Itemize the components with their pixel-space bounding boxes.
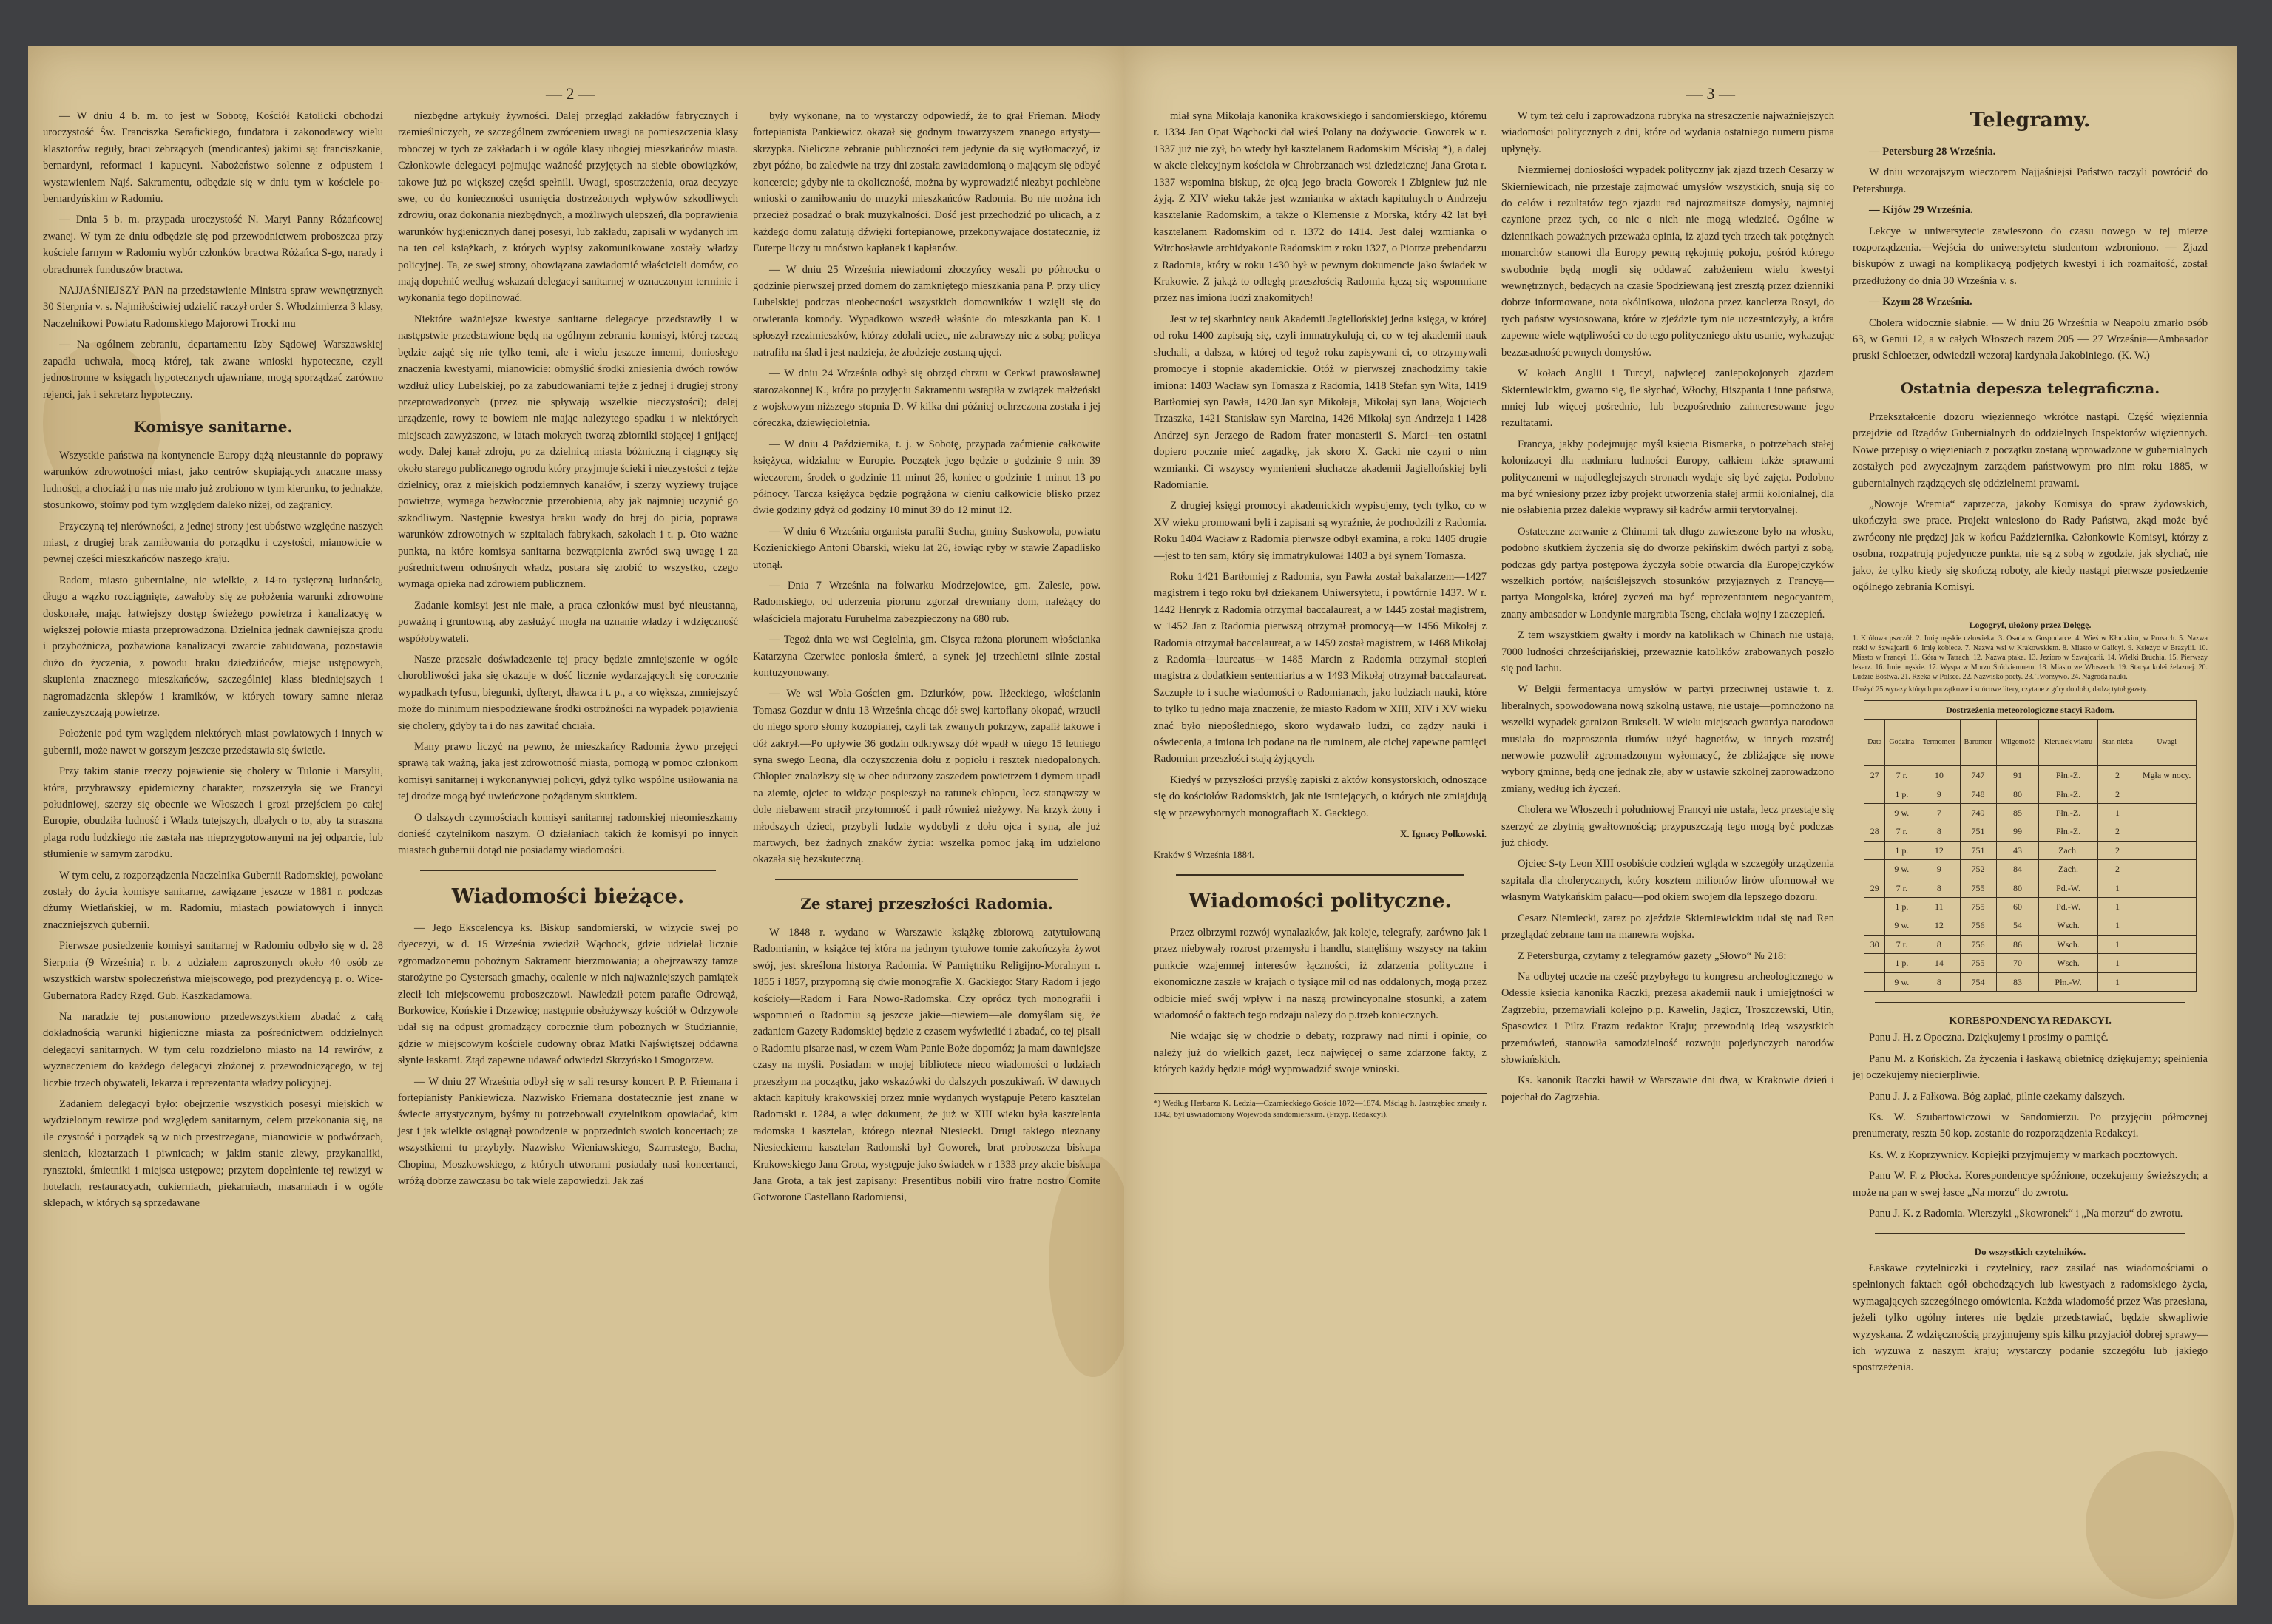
news-item: — Jego Ekscelencya ks. Biskup sandomierski, w wizycie swej po dyecezyi, w d. 15 Września zwiedził Wąchock, gdzie udzielał licznie zgromadzonemu pobożnym Sakrament bierzmowania; a obejrzawszy tamże starożytne po Cystersach gmachy, ocalenie w nich najważniejszych pamiątek zlecił ich miejscowemu proboszczowi. Nawiedził potem parafie Odrowąż, Borkowice, Końskie i Drzewicę; następnie obsłużywszy kościół w Odrzywole udał się na odpust gromadzący corocznie tłum pobożnych w Studziannie, gdzie w miejscowym kościele cudowny obraz Matki Najświętszej oddawna słynie łaskami. Ztąd zapewne udawać odwiedzi Skrzyńsko i Smogorzew. xyxy=(398,921,738,1067)
article-paragraph: Radom, miasto gubernialne, nie wielkie, z 14-to tysięczną ludnością, długo a wązko rozciągnięte, zawałoby się ze położenia warunki zdrowotne doskonałe, mając łatwiejszy dostęp świeżego powietrza i kanalizacyę w większej połowie miasta przeprowadzoną. Dzielnica jednak dawniejsza grodu i przybożnicza, pozbawiona kanalizacyi zwarcie zabudowana, pozostawia dużo do życzenia, z powodu braku dziedzińców, miejsc ustępowych, skupienia znacznego mieszkańców, szczególniej klass biedniejszych i nagromadzenia sklepów i kramików, w których towary samne nieraz zanieczyszczają powietrze. xyxy=(43,574,383,719)
meteo-header: Uwagi xyxy=(2137,720,2197,766)
correspondence-item: Panu J. H. z Opoczna. Dziękujemy i prosimy o pamięć. xyxy=(1869,1032,2109,1044)
meteo-cell-k: Wsch. xyxy=(2039,954,2097,972)
news-item: — We wsi Wola-Gościen gm. Dziurków, pow. Iłżeckiego, włościanin Tomasz Gozdur w dniu 13 Września chcąc dół swej kartoflany okopać, wrzucił do niego sporo słomy kozopianej, czyli tak zwanych pokrzyw, zapalił takowe i dół zakrył.—Po upływie 36 godzin odkrywszy dół wpadł w niego 15 letniego syna swego Leona, dla oczyszczenia dołu z popiołu i resztek niedopalonych. Chłopiec znalazłszy się w obec odurzony zaszedem powietrzem i dymem upadł na ziemię, ojciec to widząc pospieszył na ratunek chłopcu, lecz stanąwszy w dole niebawem stracił przytomność i padł również nieżywy. Na krzyk żony i młodszych dzieci, przybyli ludzie wydobyli z dołu ojca i syna, ale już martwych, bez żadnych znaków życia: wszelka pomoc jaką im udzielono okazała się bezskuteczną. xyxy=(753,688,1100,866)
logogryf-title: Logogryf, ułożony przez Dołęgę. xyxy=(1969,620,2092,631)
meteo-cell-s: 1 xyxy=(2097,898,2137,916)
meteo-cell-day: 29 xyxy=(1864,879,1885,897)
column-left-3 xyxy=(753,108,1100,1211)
news-item: — W dniu 4 b. m. to jest w Sobotę, Kościół Katolicki obchodzi uroczystość Św. Franciszka Serafickiego, fundatora i zakonodawcy wielu klasztorów reguły, braci żebrzących (mendicantes) jakimi są: franciszkanie, bernardyni, reformaci i kapucyni. Nabożeństwo solenne z odpustem i wystawieniem Najś. Sakramentu, odbędzie się w dniu tym w kościele po-bernardyńskim w Radomiu. xyxy=(43,110,383,206)
column-right-1 xyxy=(1154,108,1487,1120)
article-paragraph: Nasze przeszłe doświadczenie tej pracy będzie zmniejszenie w ogóle chorobliwości jaka się okazuje w dość licznie wydarzających się corocznie wypadkach tyfusu, biegunki, dyfteryt, dławca i t. p., a co większa, zmniejszyć może do minimum niespodziewane środki ostrożności na wypadek pojawienia się cholery, gdyby ta i do nas zawitać chciała. xyxy=(398,654,738,732)
news-item: były wykonane, na to wystarczy odpowiedź, że to grał Frieman. Młody fortepianista Pankiewicz okazał się godnym towarzyszem znanego artysty—skrzypka. Nieliczne zebranie publiczności tem jedynie da się wytłomaczyć, iż zbyt późno, bo zaledwie na trzy dni została zawiadomioną o mającym się odbyć koncercie; gdyby nie ta okoliczność, można by wyprowadzić niezbyt pochlebne wnioski o zamiłowaniu do muzyki mieszkańców Radomia. Bo nie można ich przecież posądzać o brak muzykalności. Dość jest przechodzić po ulicach, a z każdego domu zalatują dźwięki fortepianowe, przekonywające dostatecznie, iż Euterpe liczy tu mnóstwo kapłanek i kapłanów. xyxy=(753,110,1100,255)
meteo-cell-t: 10 xyxy=(1918,766,1960,785)
meteo-cell-t: 14 xyxy=(1918,954,1960,972)
meteo-cell-time: 9 w. xyxy=(1885,916,1918,935)
news-item: Z tem wszystkiem gwałty i mordy na katolikach w Chinach nie ustają, 7000 ludności chrześcijańskiej, przewaznie katolików zrabowanych poszło się pod Iachu. xyxy=(1501,629,1834,674)
article-paragraph: Położenie pod tym względem niektórych miast powiatowych i innych w gubernii, może nawet w gorszym jeszcze przedstawia się świetle. xyxy=(43,728,383,757)
article-paragraph: Many prawo liczyć na pewno, że mieszkańcy Radomia żywo przejęci sprawą tak ważną, jaką jest zdrowotność miasta, pomogą w pomoc członkom komisyi sanitarnej i wykonanywiej policyi, gdyż tylko wspólne usiłowania na tej drodze mogą być uwieńczone pożądanym skutkiem. xyxy=(398,741,738,803)
meteo-cell-b: 749 xyxy=(1960,803,1996,822)
article-paragraph: O dalszych czynnościach komisyi sanitarnej radomskiej nieomieszkamy donieść czytelnikom naszym. O działaniach takich że komisyi po innych miastach gubernii dotąd nie posiadamy wiadomości. xyxy=(398,811,738,857)
meteo-cell-b: 752 xyxy=(1960,860,1996,879)
column-right-2 xyxy=(1501,108,1834,1110)
meteo-cell-w: 54 xyxy=(1996,916,2039,935)
article-paragraph: Jest w tej skarbnicy nauk Akademii Jagiellońskiej jedna księga, w której od roku 1400 zapisują się, czyli immatrykulują ci, co w tej akademii nauk słuchali, a dalsza, w której od tegoż roku zapisywani ci, co otrzymywali promocye i stopnie akademickie. Otóż w pierwszej znachodzimy takie imiona: 1403 Wacław syn Tomasza z Radomia, 1418 Stefan syn Wita, 1419 Bartłomiej syn Pawła, 1420 Jan syn Mikołaja, Mikołaj syn Jana, Wojciech Trzaszka, 1421 Stanisław syn Marcina, 1426 Mikołaj syn Andrzeja i 1428 Andrzej syn Jerzego de Radom frater monasterii S. Marci—ten ostatni dopiero pocznie mieć zagadkę, jak skoro X. Gacki nie czyni o nim wzmianki. Ci wszyscy wymienieni słuchacze akademii Jagiellońskiej byli Radomianie. xyxy=(1154,313,1487,491)
meteo-cell-b: 755 xyxy=(1960,898,1996,916)
news-item: — W dniu 4 Października, t. j. w Sobotę, przypada zaćmienie całkowite księżyca, widzialne w Europie. Początek jego będzie o godzinie 9 min 39 wieczorem, środek o godzinie 11 minut 26, koniec o godzinie 1 minut 13 po północy. Tarcza księżyca będzie pogrążona w cieniu całkowicie blisko przez dwie godziny gdyż od godziny 10 minut 39 do 12 minut 12. xyxy=(753,438,1100,517)
meteo-cell-day: 27 xyxy=(1864,766,1885,785)
meteo-header: Wilgotność xyxy=(1996,720,2039,766)
telegram-place: — Petersburg 28 Września. xyxy=(1869,146,1996,158)
meteo-cell-k: Wsch. xyxy=(2039,916,2097,935)
meteo-cell-k: Płn.-Z. xyxy=(2039,785,2097,803)
meteo-header: Kierunek wiatru xyxy=(2039,720,2097,766)
news-item: Z Petersburga, czytamy z telegramów gazety „Słowo“ № 218: xyxy=(1518,950,1787,962)
article-paragraph: Niektóre ważniejsze kwestye sanitarne delegacye przedstawiły i w następstwie przedstawione będą na ogólnym zebraniu komisyi, której rzeczą będzie zająć się nie tylko temi, ale i wielu jeszcze innemi, doniosłego znaczenia kwestyami, mianowicie: obmyślić środki zniesienia dwóch rowów wzdłuż ulicy Lubelskiej, po za zabudowaniami tejże z jednej i drugiej strony przeprowadzonych (przez nie spływają wszelkie nieczystości); dalej urządzenie, rowy te bowiem nie mając należytego spadku i w niektórych miejscach zawyższone, w latach mokrych tworzą zbiorniki stojącej i gnijącej wody. Dalej kanał zdroju, po za dzielnicą miasta bóżniczną i ciągnący się około starego publicznego ogrodu który przyjmuje ścieki i nieczystości z tejże dzielnicy, oraz z miejskich podziemnych kanałów, i szerzy wyziewy trujące powietrze, wymaga bezwłocznie przerobienia, aby jak najmniej uczynić go szkodliwym. Następnie kwestya braku wody do brej do picia, poprawa warunków zdrowotnych w szpitalach fabrykach, szkołach i t. p. Oto ważne punkta, na które komisya sanitarna bezwątpienia zwróci swą uwagę i za pośrednictwem odnośnych władz, postara się zrobić to wszystko, czego wymaga opieka nad zdrowiem publicznem. xyxy=(398,313,738,591)
meteo-cell-time: 7 r. xyxy=(1885,822,1918,841)
meteo-cell-w: 80 xyxy=(1996,785,2039,803)
meteo-cell-b: 751 xyxy=(1960,841,1996,859)
meteo-table-body xyxy=(1864,766,2197,992)
meteo-cell-s: 1 xyxy=(2097,972,2137,991)
correspondence-item: Ks. W. z Koprzywnicy. Kopiejki przyjmujemy w markach pocztowych. xyxy=(1869,1148,2178,1161)
meteo-header: Termometr xyxy=(1918,720,1960,766)
meteo-cell-w: 86 xyxy=(1996,935,2039,953)
column-left-1 xyxy=(43,108,383,1217)
news-item: — W dniu 6 Września organista parafii Sucha, gminy Suskowola, powiatu Kozienickiego Antoni Obarski, wieku lat 26, łowiąc ryby w stawie Zapadlisko utonął. xyxy=(753,525,1100,571)
news-item: Cesarz Niemiecki, zaraz po zjeździe Skierniewickim udał się nad Ren przeglądać zebrane tam na manewra wojska. xyxy=(1501,912,1834,941)
news-item: Niezmiernej doniosłości wypadek polityczny jak zjazd trzech Cesarzy w Skierniewicach, nie przestaje zajmować umysłów wszystkich, snują się co do celów i rezultatów tego zjazdu rad najrozmaitsze domysły, najmniej czynione przez tych, co nic o nich nie mogą wiedzieć. Ogólne w dziennikach poważnych przeważa opinia, iż zjazd tych trzech tak potężnych monarchów stanowi dla Europy pewną rękojmię pokoju, pośród którego swobodnie będą mogli się oddawać założeniem wielu kwestyi wewnętrznych, będących na czasie Spodziewaną jest zresztą przez dzienniki dobrze informowane, nota okólnikowa, ułożona przez kanclerza Rosyi, do tych państw wystosowana, które w zjeździe tym nie uczestniczyły, a która zapewne wiele wątpliwości co do tego polityczniego aktu usunie, wykazując bezzasadność pewnych domysłów. xyxy=(1501,164,1834,359)
column-right-3 xyxy=(1853,108,2208,1381)
meteo-cell-t: 11 xyxy=(1918,898,1960,916)
article-paragraph: Przez olbrzymi rozwój wynalazków, jak koleje, telegrafy, zarówno jak i przez niebywały rozrost przemysłu i handlu, stanęliśmy wszyscy na takim punkcie wzajemnej interesów łączności, iż zdarzenia polityczne i ekonomiczne zaszłe w krajach o tysiące mil od nas oddalonych, mogą przez odbicie mieć swój wpływ i na naszą prowincyonalne stosunki, a zatem wiadomość o faktach tego rodzaju należy do p.trzeb koniecznych. xyxy=(1154,926,1487,1021)
meteo-cell-k: Zach. xyxy=(2039,860,2097,879)
meteo-cell-day xyxy=(1864,841,1885,859)
news-item: Ostateczne zerwanie z Chinami tak długo zawieszone było na włosku, podobno skutkiem życzenia się do dworze pekińskim dwóch partyi z sobą, podczas gdy partya postępowa życzyła sobie otwarcia dla Europejczyków wszelkich portów, najściślejszych stosunków przyjaznych z Francyą—partya Mongolska, której życzeń ma być reprezentantem negocyantem, znany ambasador w Londynie margrabia Tseng, chciała wojny i zaczepień. xyxy=(1501,525,1834,620)
meteo-row xyxy=(1864,822,2197,841)
meteo-cell-time: 9 w. xyxy=(1885,860,1918,879)
meteo-cell-w: 99 xyxy=(1996,822,2039,841)
meteo-cell-day xyxy=(1864,972,1885,991)
meteo-row xyxy=(1864,935,2197,953)
meteo-cell-b: 756 xyxy=(1960,935,1996,953)
meteo-cell-w: 70 xyxy=(1996,954,2039,972)
meteo-cell-t: 9 xyxy=(1918,785,1960,803)
meteo-cell-s: 1 xyxy=(2097,879,2137,897)
news-item: W tym też celu i zaprowadzona rubryka na streszczenie najważniejszych wiadomości politycznych z dni, które od wydania ostatniego numeru pisma upłynęły. xyxy=(1501,110,1834,155)
dateline: Kraków 9 Września 1884. xyxy=(1154,849,1254,861)
article-paragraph: miał syna Mikołaja kanonika krakowskiego i sandomierskiego, któremu r. 1334 Jan Opat Wąchocki dał wieś Polany na doźywocie. Goworek w r. 1337 już nie żył, bo wtedy był kasztelanem Radomskim Mścisłaj *), a dalej w akcie elekcyjnym kościoła w Chrobrzanach wsi dziedzicznej Jana Grota r. 1337 wspomina biskup, że ojcą jego bracia Goworek i Zbigniew już nie żyją. Z XIV wieku także jest wzmianka w aktach kapitulnych o Andrzeju kasztelanie Radomskim, a także o Klemensie z Morska, który 42 lat był kasztelanem Radomskim od r. 1372 do 1414. Jest dalej wzmianka o Wirchosławie archidyakonie Radomskim z roku 1327, o Piotrze prebendarzu z Radomia, który w roku 1430 był w pewnym dokumencie jako świadek w Krakowie. Z jakąż to odległą przeszłością Radomia łączą się wspomniane przez nas imiona ludzi znakomitych! xyxy=(1154,110,1487,305)
telegram-place: — Kzym 28 Września. xyxy=(1869,296,1972,308)
meteo-cell-s: 2 xyxy=(2097,860,2137,879)
meteo-cell-time: 9 w. xyxy=(1885,972,1918,991)
meteo-cell-s: 1 xyxy=(2097,954,2137,972)
meteo-row xyxy=(1864,785,2197,803)
article-paragraph: Pierwsze posiedzenie komisyi sanitarnej w Radomiu odbyło się w d. 28 Sierpnia (9 Września) r. b. z udziałem zaproszonych około 40 osób ze wszystkich warstw społeczeństwa miejscowego, pod prezydencyą p. o. Wice-Gubernatora Radcy Rzęd. Gub. Kaszkadamowa. xyxy=(43,940,383,1002)
news-item: Cholera we Włoszech i południowej Francyi nie ustała, lecz przestaje się szerzyć ze zbytnią gwałtownością; przypuszczają tego mogą być podczas już chłody. xyxy=(1501,804,1834,850)
meteo-cell-time: 1 p. xyxy=(1885,785,1918,803)
meteo-cell-s: 2 xyxy=(2097,822,2137,841)
meteo-cell-w: 43 xyxy=(1996,841,2039,859)
article-paragraph: Przy takim stanie rzeczy pojawienie się cholery w Tulonie i Marsylii, która, przybrawszy epidemiczny charakter, rozszerzyła się we Francyi południowej, szerzy się obecnie we Włoszech i grozi przejściem po całej Europie, obudziła ludność i Władz tutejszych, dbałych o to, aby ta straszna plaga rodu ludzkiego nie zastała nas nieprzygotowanymi na jej odparcie, lub stłumienie w samym zarodku. xyxy=(43,765,383,861)
news-item: — Tegoż dnia we wsi Cegielnia, gm. Cisyca rażona piorunem włościanka Katarzyna Czerwiec poniosła śmierć, a synek jej trzechletni silnie został kontuzyonowany. xyxy=(753,634,1100,679)
meteo-header: Data xyxy=(1864,720,1885,766)
meteo-cell-time: 7 r. xyxy=(1885,935,1918,953)
meteo-row xyxy=(1864,972,2197,991)
section-heading: Telegramy. xyxy=(1970,109,2091,132)
meteo-cell-day xyxy=(1864,860,1885,879)
meteo-cell-k: Płn.-W. xyxy=(2039,972,2097,991)
news-item: — Na ogólnem zebraniu, departamentu Izby Sądowej Warszawskiej zapadła uchwała, mocą której, tak zwane wnioski hypoteczne, czyli jednostronne w księgach hypotecznych ujawniane, mogą sporządzać zarówno rejenci, jak i sekretarz hypoteczny. xyxy=(43,339,383,401)
meteo-cell-time: 7 r. xyxy=(1885,766,1918,785)
page-number: — 3 — xyxy=(1686,84,1735,103)
meteo-cell-t: 8 xyxy=(1918,879,1960,897)
news-item: W Belgii fermentacya umysłów w partyi przeciwnej ustawie t. z. liberalnych, spowodowana nową szkolną ustawą, nie ustaje—pomnożono na wszelki wypadek garnizon Brukseli. W wielu miejscach gwardya narodowa musiała do rozproszenia tłumów użyć bagnetów, w innych rozstrój nerwowie pozwolił zgromadzonym wyłomacyć, że zbliżające się nowe wybory gminne, będą one jednak złe, aby w ustawie szkolnej zaprowadzono zmiany, według ich życzeń. xyxy=(1501,683,1834,795)
meteo-header: Godzina xyxy=(1885,720,1918,766)
meteo-cell-w: 91 xyxy=(1996,766,2039,785)
news-item: NAJJAŚNIEJSZY PAN na przedstawienie Ministra spraw wewnętrznych 30 Sierpnia v. s. Najmiłościwiej udzielić raczył order S. Włodzimierza 3 klasy, Naczelnikowi Powiatu Radomskiego Majorowi Trocki mu xyxy=(43,285,383,330)
meteo-row xyxy=(1864,841,2197,859)
article-paragraph: Wszystkie państwa na kontynencie Europy dążą nieustannie do poprawy warunków zdrowotności miast, jako centrów skupiających znaczne massy ludności, a chociaż i u nas nie mało już zrobiono w tym kierunku, to jednakże, stosunkowo, stoimy pod tym względem daleko niżej, od zagranicy. xyxy=(43,449,383,512)
closing-paragraph: Łaskawe czytelniczki i czytelnicy, racz zasilać nas wiadomościami o spełnionych faktach ogół obchodzących lub kwestyach z radomskiego życia, wymagających szczególnego omówienia. Każda wiadomość przez Was przesłana, jeżeli tylko ogólny interes nie będzie przedstawiać, będzie skwapliwie wyzyskana. Z wdzięcznością przyjmujemy spis kilku przyjaciół dobrej sprawy—ich wyzuwa z naszym kraju; wystarczy podanie szczegółu lub jakiego spostrzeżenia. xyxy=(1853,1262,2208,1374)
article-paragraph: Przyczyną tej nierówności, z jednej strony jest ubóstwo względne naszych miast, z drugiej brak zamiłowania do porządku i czystości, mianowicie w pewnej części mieszkańców naszego kraju. xyxy=(43,520,383,566)
article-paragraph: W tym celu, z rozporządzenia Naczelnika Gubernii Radomskiej, powołane zostały do życia komisye sanitarne, zawiązane jeszcze w 1881 r. podczas dżumy Wietlańskiej, w m. Radomiu, miastach powiatowych i innych znaczniejszych gubernii. xyxy=(43,869,383,931)
meteo-cell-b: 748 xyxy=(1960,785,1996,803)
meteo-cell-b: 755 xyxy=(1960,879,1996,897)
section-heading: Ze starej przeszłości Radomia. xyxy=(800,894,1053,913)
paper-stain xyxy=(2086,1451,2234,1599)
article-paragraph: Kiedyś w przyszłości przyślę zapiski z aktów konsystorskich, odnoszące się do kościołów Radomskich, jak nie istniejących, o których nie zmiajdują się w przewybornych monografiach X. Gackiego. xyxy=(1154,774,1487,819)
meteo-header: Stan nieba xyxy=(2097,720,2137,766)
section-divider xyxy=(1875,1002,2185,1003)
meteo-cell-t: 7 xyxy=(1918,803,1960,822)
author-signature: X. Ignacy Polkowski. xyxy=(1399,828,1487,840)
meteo-cell-u xyxy=(2137,879,2197,897)
column-left-2 xyxy=(398,108,738,1194)
meteo-cell-u xyxy=(2137,803,2197,822)
meteo-cell-t: 8 xyxy=(1918,972,1960,991)
meteo-cell-b: 755 xyxy=(1960,954,1996,972)
meteo-row xyxy=(1864,898,2197,916)
meteo-cell-time: 1 p. xyxy=(1885,954,1918,972)
meteo-row xyxy=(1864,879,2197,897)
news-item: Ks. kanonik Raczki bawił w Warszawie dni dwa, w Krakowie dzień i pojechał do Zagrzebia. xyxy=(1501,1075,1834,1103)
meteo-cell-s: 1 xyxy=(2097,803,2137,822)
news-item: — Dnia 5 b. m. przypada uroczystość N. Maryi Panny Różańcowej zwanej. W tym że dniu odbędzie się pod przewodnictwem proboszcza przy kościele farnym w Radomiu wybór członków bractwa Różańca S-go, narady i obrachunek funduszów bractwa. xyxy=(43,214,383,276)
meteo-cell-t: 8 xyxy=(1918,822,1960,841)
page-right xyxy=(1124,46,2237,1605)
meteo-cell-day xyxy=(1864,898,1885,916)
article-paragraph: Z drugiej księgi promocyi akademickich wypisujemy, tych tylko, co w XV wieku promowani byli i zapisani są wyraźnie, że pochodzili z Radomia. Roku 1404 Wacław z Radomia pierwsze odbył examina, a roku 1405 drugie—jest to ten sam, który się immatrykulował 1403 a był synem Tomasza. xyxy=(1154,500,1487,562)
correspondence-item: Ks. W. Szubartowiczowi w Sandomierzu. Po przyjęciu półrocznej prenumeraty, reszta 50 kop. zostanie do rozporządzenia Redakcyi. xyxy=(1853,1112,2208,1140)
meteo-cell-w: 84 xyxy=(1996,860,2039,879)
news-item: W kołach Anglii i Turcyi, najwięcej zaniepokojonych zjazdem Skierniewickim, gwarno się, ile słychać, Włochy, Hiszpania i inne państwa, mniej lub więcej pośrednio, lub bezpośrednio zainteresowane jego rezultatami. xyxy=(1501,368,1834,430)
meteo-cell-u xyxy=(2137,916,2197,935)
article-paragraph: Nie wdając się w chodzie o debaty, rozprawy nad nimi i opinie, co należy już do wielkich gazet, lecz najwięcej o same zdarzone fakty, z których każdy będzie mógł wyprowadzić swoje wnioski. xyxy=(1154,1030,1487,1076)
meteo-cell-b: 747 xyxy=(1960,766,1996,785)
meteo-cell-w: 85 xyxy=(1996,803,2039,822)
logogryf-answer: Ułożyć 25 wyrazy których początkowe i końcowe litery, czytane z góry do dołu, dadzą tytuł gazety. xyxy=(1853,685,2148,694)
news-item: Przekształcenie dozoru więziennego wkrótce nastąpi. Część więziennia przejdzie od Rządów Gubernialnych do oddzielnych Inspektorów więziennych. Nowe przepisy o więzieniach z początku zostaną wprowadzone w gubernialnych zostałych pod zwyczajnym zarządem państwowym pro nim roku 1885, w gubernialnych rządzących się oddzielnemi prawami. xyxy=(1853,410,2208,490)
news-item: Na odbytej uczcie na cześć przybyłego tu kongresu archeologicznego w Odessie księcia kanonika Raczki, prezesa akademii nauk i umiejętności w Zagrzebiu, przemawiali kolejno p.p. Kawelin, Jagicz, Troszczewski, Utin, Spasowicz i Piltz Erazm redaktor Kraju; przewodnią ideą wszystkich przemówień, stanowiła samodzielność rozwoju pojedynczych narodów słowiańskich. xyxy=(1501,970,1834,1066)
section-heading: Wiadomości bieżące. xyxy=(451,884,685,908)
news-item: — W dniu 25 Września niewiadomi złoczyńcy weszli po północku o godzinie pierwszej przed domem do zamkniętego mieszkania pana P. przy ulicy Lubelskiej podczas nieobecności wszystkich domowników i wzięli się do otwierania komody. Wypadkowo wszedł właśnie do mieszkania pan K. i spłoszył rzezimieszków, którzy zdołali uciec, nie zabrawszy nic z sobą; policya natrafiła na ślad i jest nadzieja, że złodzieje zostaną ujęci. xyxy=(753,263,1100,359)
page-left xyxy=(28,46,1130,1605)
meteo-cell-k: Płn.-Z. xyxy=(2039,803,2097,822)
meteo-cell-k: Pd.-W. xyxy=(2039,898,2097,916)
meteo-cell-u xyxy=(2137,785,2197,803)
news-item: „Nowoje Wremia“ zaprzecza, jakoby Komisya do spraw żydowskich, ukończyła swe prace. Projekt wniesiono do Rady Państwa, zkąd może być zwrócony nie prędzej jak w końcu Października. Członkowie Komisyi, którzy z osobna, rozpatrują pojedyncze punkta, nie są z sobą w zgodzie, jak słychać, nie jako, że tylko kiedy się skończą roboty, ale kiedy nastąpi pierwsze posiedzenie ogólnego zebrania Komisyi. xyxy=(1853,498,2208,593)
meteo-cell-k: Pd.-W. xyxy=(2039,879,2097,897)
meteo-cell-u xyxy=(2137,972,2197,991)
meteo-cell-time: 1 p. xyxy=(1885,898,1918,916)
section-heading: Do wszystkich czytelników. xyxy=(1974,1245,2086,1257)
correspondence-item: Panu M. z Końskich. Za życzenia i łaskawą obietnicę dziękujemy; spełnienia jej oczekujemy niecierpliwie. xyxy=(1853,1052,2208,1082)
meteo-cell-time: 7 r. xyxy=(1885,879,1918,897)
meteo-cell-w: 60 xyxy=(1996,898,2039,916)
meteo-cell-t: 9 xyxy=(1918,860,1960,879)
news-item: — W dniu 24 Września odbył się obrzęd chrztu w Cerkwi prawosławnej starozakonnej K., która po przyjęciu Sakramentu wstąpiła w związek małżeński z wojskowym niższego stopnia D. W kilka dni później ochrzczona została i jej córeczka, dziewięcioletnia. xyxy=(753,368,1100,430)
meteo-cell-b: 751 xyxy=(1960,822,1996,841)
section-heading: Ostatnia depesza telegraficzna. xyxy=(1900,379,2160,397)
meteo-cell-w: 80 xyxy=(1996,879,2039,897)
meteo-table xyxy=(1864,700,2197,992)
section-divider xyxy=(1176,874,1464,876)
meteo-cell-t: 12 xyxy=(1918,916,1960,935)
meteo-cell-time: 9 w. xyxy=(1885,803,1918,822)
telegram-place: — Kijów 29 Września. xyxy=(1869,204,1973,217)
meteo-row xyxy=(1864,860,2197,879)
meteo-row xyxy=(1864,954,2197,972)
meteo-cell-s: 2 xyxy=(2097,766,2137,785)
news-item: Ojciec S-ty Leon XIII osobiście codzień wgląda w szczegóły urządzenia szpitala dla cholerycznych, który kosztem milionów lirów uformował we własnym Watykańskim pałacu—pod okiem swojem dla lepszego dozoru. xyxy=(1501,858,1834,904)
meteo-cell-s: 1 xyxy=(2097,935,2137,953)
article-paragraph: Zadaniem delegacyi było: obejrzenie wszystkich posesyi miejskich w wydzielonym rewirze pod względem sanitarnym, celem przekonania się, na ile czystość i porządek są w nich przestrzegane, mianowicie w podwórzach, sieniach, kloztarzach i piwnicach; w jakim stanie zlewy, przykanaliki, rynsztoki, śmietniki i miejsca ustępowe; przytem dopełnienie tej rewizyi w hotelach, restauracyach, cukierniach, piekarniach, masarniach i w ogóle sklepach, w których są sprzedawane xyxy=(43,1097,383,1210)
page-number: — 2 — xyxy=(546,84,595,103)
meteo-cell-s: 1 xyxy=(2097,916,2137,935)
telegram-text: W dniu wczorajszym wieczorem Najjaśniejsi Państwo raczyli powrócić do Petersburga. xyxy=(1853,166,2208,195)
meteo-cell-day: 30 xyxy=(1864,935,1885,953)
meteo-cell-w: 83 xyxy=(1996,972,2039,991)
article-paragraph: Na naradzie tej postanowiono przedewszystkiem zbadać z całą dokładnością warunki higieniczne miasta za pośrednictwem oddzielnych delegacyi sanitarnych. W tym celu rozdzielono miasto na 14 rewirów, z wyznaczeniem do każdego delegacyi złożonej z przewodniczącego, w tej liczbie trzech obywateli, lekarza i reprezentanta władzy policyjnej. xyxy=(43,1010,383,1089)
meteo-cell-u: Mgła w nocy. xyxy=(2137,766,2197,785)
correspondence-item: Panu J. J. z Fałkowa. Bóg zapłać, pilnie czekamy dalszych. xyxy=(1869,1090,2126,1103)
section-heading: Wiadomości polityczne. xyxy=(1189,889,1452,913)
telegram-text: Cholera widocznie słabnie. — W dniu 26 Września w Neapolu zmarło osób 63, w Genui 12, a w całych Włoszech razem 205 — 27 Września—Ambasador pruski Schloetzer, odwiedził wczoraj kardynała Jakobiniego. (K. W.) xyxy=(1853,317,2208,362)
section-divider xyxy=(775,879,1078,880)
section-heading: Komisye sanitarne. xyxy=(133,417,293,436)
meteo-row xyxy=(1864,916,2197,935)
meteo-cell-t: 8 xyxy=(1918,935,1960,953)
meteo-cell-u xyxy=(2137,935,2197,953)
meteo-cell-day xyxy=(1864,916,1885,935)
news-item: Francya, jakby podejmując myśl księcia Bismarka, o potrzebach stałej kolonizacyi dla nadmiaru ludności Europy, całkiem także sprawami politycznemi w najodleglejszych stronach wydaje się być zajęta. Podobno ma być wniesiony przez izby projekt utworzenia stałej armii kolonialnej, dla nie osłabienia przez dalekie wyprawy sił kadrów armii terytoryalnej. xyxy=(1501,438,1834,517)
meteo-cell-day: 28 xyxy=(1864,822,1885,841)
meteo-cell-day xyxy=(1864,785,1885,803)
meteo-cell-day xyxy=(1864,803,1885,822)
article-paragraph: Zadanie komisyi jest nie małe, a praca członków musi być nieustanną, poważną i gruntowną, aby zasłużyć mogła na uznanie władzy i wdzięczność współobywateli. xyxy=(398,599,738,645)
news-item: — Dnia 7 Września na folwarku Modrzejowice, gm. Zalesie, pow. Radomskiego, od uderzenia piorunu zgorzał drewniany dom, należący do właściciela majoratu Furuhelma zabezpieczony na 680 rub. xyxy=(753,579,1100,625)
news-item: — W dniu 27 Września odbył się w sali resursy koncert P. P. Friemana i fortepianisty Pankiewicza. Nazwisko Friemana dostatecznie jest znane w świecie artystycznym, byśmy tu potrzebowali czytelnikom opowiadać, kim jest i jak wielkie osiągnął powodzenie w poprzednich swoich koncertach; ze wszystkiemi tu przybyły. Nazwisko Wieniawskiego, Szarrastego, Bacha, Chopina, Moszkowskiego, z których utworami posiadały nasi koncertanci, wróżą dobrze zawczasu bo tak wiele zapowiedzi. Jak zaś xyxy=(398,1075,738,1187)
meteo-cell-b: 754 xyxy=(1960,972,1996,991)
meteo-table-title: Dostrzeżenia meteorologiczne stacyi Radom. xyxy=(1864,700,2197,719)
article-paragraph: W 1848 r. wydano w Warszawie książkę zbiorową zatytułowaną Radomianin, w książce tej która na jednym tytułowe tomie zakończyła żywot swój, jest skreślona historya Radomia. W Pamiętniku Religijno-Moralnym r. 1855 i 1857, przypomną się dwie monografie X. Gackiego: Stary Radom i jego kościoły—Radom i Fara Nowo-Radomska. Czy oprócz tych monografii i wspomnień o Radomiu są jeszcze jakie—niewiem—ale domyślam się, że zadaniem Gazety Radomskiej będzie z czasem wyświetlić i zbadać, co tej pisali o Radomiu pisarze nasi, w czem Wam Panie Boże dopomóż; ja mam dawniejsze czasy na myśli. Posiadam w mojej bibliotece nieco wiadomości o ludziach przeszłym na początku, jako wskazówki do dalszych poszukiwań. W dawnych aktach kapituły krakowskiej przez mnie wydanych wystąpuje Petero kasztelan Radomski r. 1284, a więc dokument, że już w XIII wieku była kasztelania radomska i kasztelan, którego nieznał Niesiecki. Drugi takiego nieznany Niesieckiemu kasztelan Radomski był Goworek, brat proboszcza biskupa Krakowskiego Jana Grota, występuje jako świadek w r 1333 przy akcie biskupa Jana Grota, a tak jest zapisany: Presentibus nobili viro fratre nostro Comite Gotworone Castellano Radomiensi, xyxy=(753,926,1100,1204)
meteo-cell-u xyxy=(2137,954,2197,972)
correspondence-item: Panu J. K. z Radomia. Wierszyki „Skowronek“ i „Na morzu“ do zwrotu. xyxy=(1869,1208,2183,1220)
article-paragraph: Roku 1421 Bartłomiej z Radomia, syn Pawła został bakalarzem—1427 magistrem i tego roku był dziekanem Uniwersytetu, i powtórnie 1437. W r. 1442 Henryk z Radomia otrzymał baccalaureat, a w 1445 został magistrem, w 1452 Jan z Radomia pierwszą otrzymał promocyą—w 1456 Mikołaj z Radomia otrzymał baccalaureat, a w 1459 został magistrem, w 1468 Mikołaj z Radomia—laureatus—w 1485 Marcin z Radomia otrzymał stopień magistra z dodatkiem sententiarius a w 1493 Mikołaj otrzymał baccalaureat. Szczupłe to i suche wiadomości o Radomianach, jako ludziach nauki, które to tylko tu jedno mają znaczenie, że miasto Radom w XIII, XIV i XV wieku znać było niepośledniego, skoro wydawało ludzi, co żądzy nauki i oświecenia, a imiona ich podane na tle ruminem, ale cichej zapewne pamięci Radomian przeszłości stają żyjących. xyxy=(1154,570,1487,765)
meteo-cell-day xyxy=(1864,954,1885,972)
footnote: *) Według Herbarza K. Ledzia—Czarnieckiego Goście 1872—1874. Mściąg h. Jastrzębiec zmarły r. 1342, był uświadomiony Wojewoda sandomierskim. (Przyp. Redakcyi). xyxy=(1154,1093,1487,1120)
meteo-row xyxy=(1864,766,2197,785)
meteo-cell-s: 2 xyxy=(2097,841,2137,859)
section-divider xyxy=(1875,1233,2185,1234)
meteo-cell-u xyxy=(2137,860,2197,879)
meteo-cell-u xyxy=(2137,822,2197,841)
meteo-cell-k: Płn.-Z. xyxy=(2039,822,2097,841)
section-divider xyxy=(420,870,716,871)
meteo-cell-u xyxy=(2137,898,2197,916)
meteo-cell-b: 756 xyxy=(1960,916,1996,935)
meteo-cell-k: Zach. xyxy=(2039,841,2097,859)
logogryf-text: 1. Królowa pszczół. 2. Imię męskie człowieka. 3. Osada w Gospodarce. 4. Wieś w Kłodzkim, w Prusach. 5. Nazwa rzeki w Szwajcarii. 6. Imię kobiece. 7. Nazwa wsi w Krakowskiem. 8. Miasto w Galicyi. 9. Księżyc w Brazylii. 10. Miasto w Francyi. 11. Góra w Tatrach. 12. Nazwa ptaka. 13. Jezioro w Szwajcarii. 14. Wielki Bruchia. 15. Pierwszy lekarz. 16. Imię męskie. 17. Wyspa w Morzu Śródziemnem. 18. Miasto we Włoszech. 19. Stacya kolei żelaznej. 20. Ludzie Bóstwa. 21. Rzeka w Polsce. 22. Nazwisko poety. 23. Tworzywo. 24. Nagroda nauki. xyxy=(1853,634,2208,681)
article-paragraph: niezbędne artykuły żywności. Dalej przegląd zakładów fabrycznych i rzemieślniczych, ze szczególnem zwróceniem uwagi na pomieszczenia klasy roboczej w tych że zakładach i w ogóle klasy ubogiej mieszkańców miasta. Członkowie delegacyi pojmując ważność przyjętych na siebie obowiązków, takowe już po większej części spełnili. Uwagi, spostrzeżenia, oraz decyzye swe, co do konieczności usunięcia dostrzeżonych wpływów szkodliwych zdrowiu, oraz dokonania niezbędnych, a możliwych ulepszeń, dla poprawienia warunków hygienicznych danej posesyi, lub zakładu, zapisali w wydanych im na ten cel książkach, z których wypisy zakomunikowane zostały władzy policyjnej. Ta, ze swej strony, obowiązana zawiadomić właścicieli domów, co mają dopełnić według wskazań delegacyi sanitarnej w oznaczonym terminie i wykonania tego dopilnować. xyxy=(398,110,738,305)
meteo-cell-s: 2 xyxy=(2097,785,2137,803)
telegram-text: Lekcye w uniwersytecie zawieszono do czasu nowego w tej mierze rozporządzenia.—Wejścia do uniwersytetu studentom wzbroniono. — Zjazd biskupów z uwagi na komplikacyą podjętych kwestyi i ich rozmaitość, został przedłużony do dnia 30 Września v. s. xyxy=(1853,225,2208,287)
meteo-header: Barometr xyxy=(1960,720,1996,766)
meteo-cell-u xyxy=(2137,841,2197,859)
section-heading: KORESPONDENCYA REDAKCYI. xyxy=(1949,1015,2112,1027)
meteo-cell-time: 1 p. xyxy=(1885,841,1918,859)
meteo-row xyxy=(1864,803,2197,822)
meteo-cell-k: Wsch. xyxy=(2039,935,2097,953)
meteo-cell-k: Płn.-Z. xyxy=(2039,766,2097,785)
meteo-cell-t: 12 xyxy=(1918,841,1960,859)
correspondence-item: Panu W. F. z Płocka. Korespondencye spóźnione, oczekujemy świeższych; a może na pan w swej łasce „Na morzu“ do zwrotu. xyxy=(1853,1170,2208,1199)
